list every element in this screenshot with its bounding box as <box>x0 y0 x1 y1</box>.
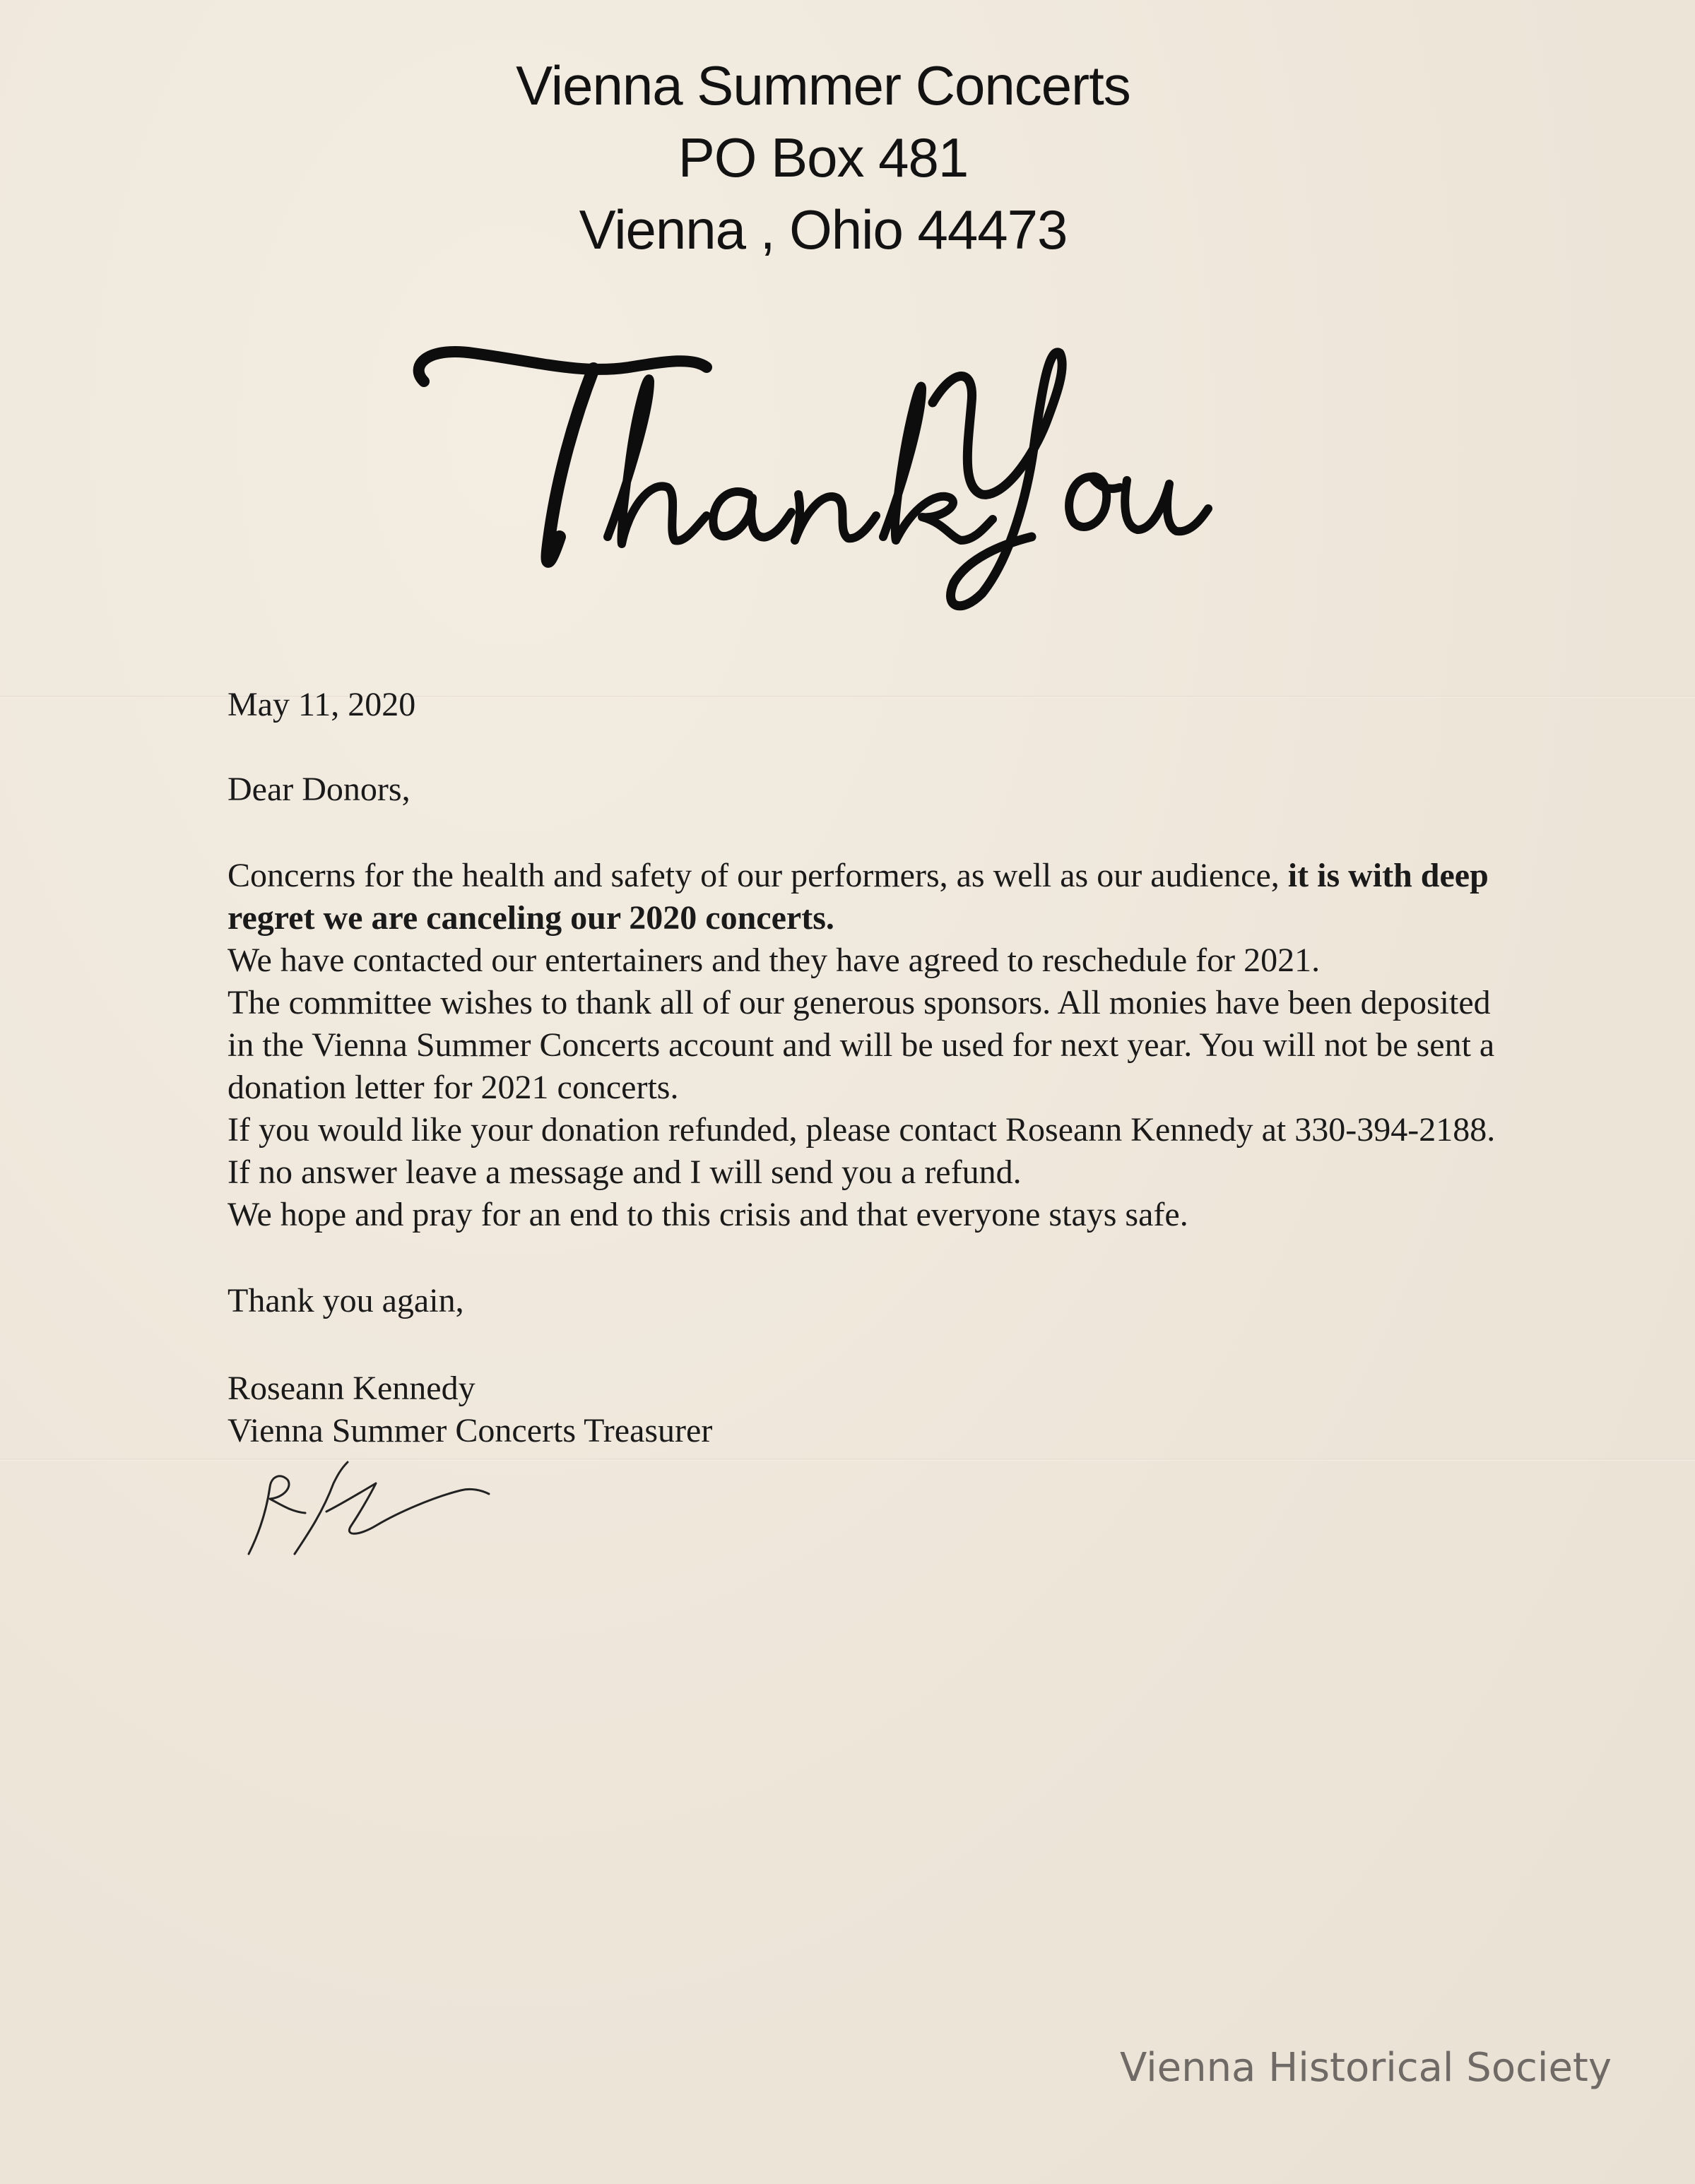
city-line: Vienna , Ohio 44473 <box>579 198 1068 261</box>
address-line: PO Box 481 <box>678 126 969 189</box>
watermark-text: Vienna Historical Society <box>1119 2045 1612 2091</box>
signer-title: Vienna Summer Concerts Treasurer <box>228 1412 713 1449</box>
salutation: Dear Donors, <box>228 771 411 808</box>
paragraph-cancellation <box>228 855 1513 939</box>
signature-space <box>228 1322 1513 1367</box>
paragraph-reschedule: We have contacted our entertainers and they have agreed to reschedule for 2021. <box>228 942 1321 979</box>
handwritten-signature <box>228 1455 510 1561</box>
paragraph-sponsors: The committee wishes to thank all of our generous sponsors. All monies have been deposited in the Vienna Summer Concerts account and will be used for next year. You will not be sent a donation letter for 2021 concerts. <box>228 984 1495 1106</box>
letter-date: May 11, 2020 <box>228 686 416 723</box>
thank-you-script-heading <box>396 325 1244 622</box>
signer-name: Roseann Kennedy <box>228 1370 476 1407</box>
letterhead <box>0 49 1646 266</box>
letter-body <box>228 684 1513 1452</box>
cancellation-notice-bold: it is with deep regret we are canceling our 2020 concerts. <box>228 857 1489 937</box>
org-name: Vienna Summer Concerts <box>516 54 1130 117</box>
paragraph-refund: If you would like your donation refunded, please contact Roseann Kennedy at 330-394-2188. If no answer leave a message and I will send you a refund. <box>228 1111 1496 1191</box>
paragraph-hope: We hope and pray for an end to this crisis and that everyone stays safe. <box>228 1196 1188 1233</box>
paragraph-cancellation-lead: Concerns for the health and safety of our performers, as well as our audience, <box>228 857 1288 894</box>
closing: Thank you again, <box>228 1282 464 1319</box>
